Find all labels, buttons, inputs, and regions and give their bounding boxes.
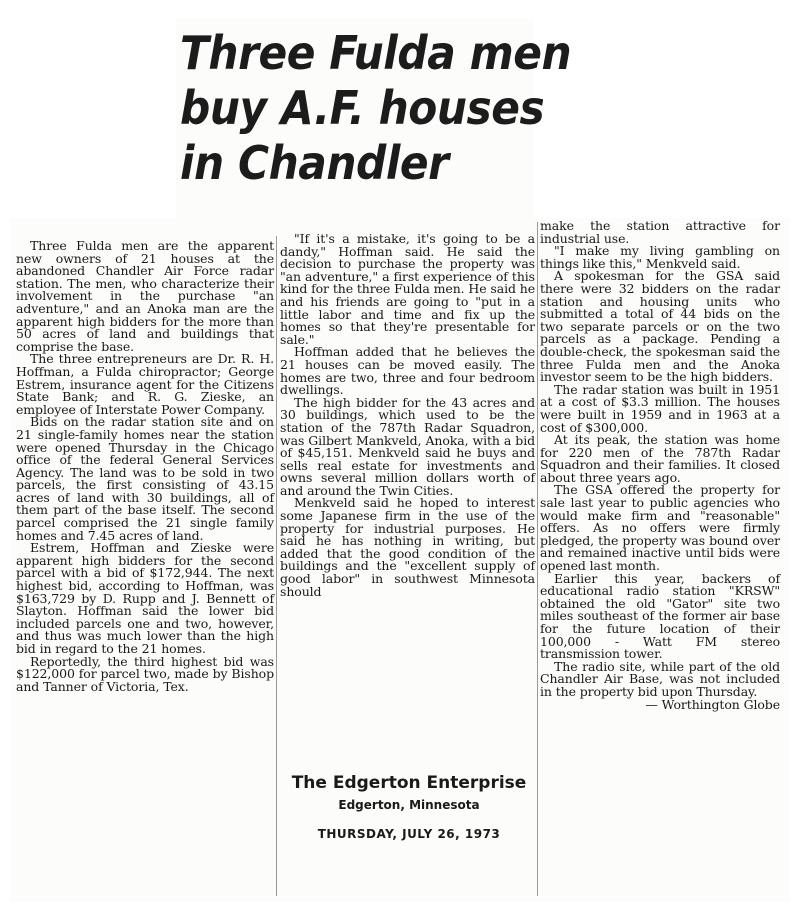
paragraph: Bids on the radar station site and on 21 single-family homes near the station were opened Thursday in the Chicago office of the federal General Services Agency. The land was to be sold in two parcels, the first consisting of 43.15 acres of land with 30 buildings, all of them part of the base itself. The second parcel comprised the 21 single family homes and 7.45 acres of land. bbox=[16, 414, 274, 543]
paragraph: Hoffman added that he believes the 21 houses can be moved easily. The homes are two, three and four bedroom dwellings. bbox=[280, 344, 535, 398]
paragraph: The high bidder for the 43 acres and 30 buildings, which used to be the station of the 787th Radar Squadron, was Gilbert Mankveld, Anoka, with a bid of $45,151. Menkveld said he buys and sells real estate for investments and owns several million dollars worth of and around the Twin Cities. bbox=[280, 394, 535, 498]
article-column-3 bbox=[540, 220, 780, 711]
paragraph: Reportedly, the third highest bid was $122,000 for parcel two, made by Bishop and Tanner of Victoria, Tex. bbox=[16, 653, 274, 694]
paragraph: Menkveld said he hoped to interest some Japanese firm in the use of the property for industrial purposes. He said he has nothing in writing, but added that the good condition of the buildings and the "excellent supply of good labor" in southwest Minnesota should bbox=[280, 495, 535, 599]
article-column-2 bbox=[280, 233, 535, 598]
paragraph: Estrem, Hoffman and Zieske were apparent high bidders for the second parcel with a bid of $172,944. The next highest bid, according to Hoffman, was $163,729 by D. Rupp and J. Bennett of Slayton. Hoffman said the lower bid included parcels one and two, however, and thus was much lower than the high bid in regard to the 21 homes. bbox=[16, 540, 274, 656]
paragraph: At its peak, the station was home for 220 men of the 787th Radar Squadron and their families. It closed about three years ago. bbox=[540, 432, 780, 485]
source-credit: — Worthington Globe bbox=[645, 696, 780, 712]
paragraph: make the station attractive for industrial use. bbox=[540, 218, 780, 246]
headline bbox=[180, 26, 572, 191]
paragraph: Three Fulda men are the apparent new owners of 21 houses at the abandoned Chandler Air Force radar station. The men, who characterize their involvement in the purchase "an adventure," and an Anoka man are the apparent high bidders for the more than 50 acres of land and buildings that comprise the base. bbox=[16, 238, 274, 354]
column-divider-1 bbox=[276, 236, 277, 896]
headline-line-1: Three Fulda men bbox=[180, 26, 572, 80]
column-divider-2 bbox=[537, 222, 538, 896]
paragraph: "I make my living gambling on things like this," Menkveld said. bbox=[540, 243, 780, 271]
paragraph: The radio site, while part of the old Chandler Air Base, was not included in the property bid upon Thursday. bbox=[540, 658, 780, 699]
paragraph: "If it's a mistake, it's going to be a dandy," Hoffman said. He said the decision to purchase the property was "an adventure," a first experience of this kind for the three Fulda men. He said he and his friends are going to "put in a little labor and time and fix up the homes so that they're presentable for sale." bbox=[280, 231, 535, 347]
publication-date: THURSDAY, JULY 26, 1973 bbox=[317, 827, 501, 841]
newspaper-masthead bbox=[283, 772, 535, 842]
paragraph: The three entrepreneurs are Dr. R. H. Hoffman, a Fulda chiropractor; George Estrem, insurance agent for the Citizens State Bank; and R. G. Zieske, an employee of Interstate Power Company. bbox=[16, 351, 274, 417]
headline-line-3: in Chandler bbox=[180, 136, 449, 190]
article-column-1 bbox=[16, 240, 274, 693]
paragraph: The radar station was built in 1951 at a cost of $3.3 million. The houses were built in 1959 and in 1963 at a cost of $300,000. bbox=[540, 381, 780, 435]
paragraph: The GSA offered the property for sale last year to public agencies who would make firm and "reasonable" offers. As no offers were firmly pledged, the property was bound over and remained inactive until bids were opened last month. bbox=[540, 482, 780, 574]
paragraph: Earlier this year, backers of educational radio station "KRSW" obtained the old "Gator" site two miles southeast of the former air base for the future location of their 100,000 - Watt FM stereo transmission tower. bbox=[540, 570, 780, 662]
paragraph: A spokesman for the GSA said there were 32 bidders on the radar station and housing units who submitted a total of 44 bids on the two separate parcels or on the two parcels as a package. Pending a double-check, the spokesman said the three Fulda men and the Anoka investor seem to be the high bidders. bbox=[540, 268, 780, 385]
headline-line-2: buy A.F. houses bbox=[180, 81, 545, 135]
newspaper-name: The Edgerton Enterprise bbox=[291, 773, 527, 793]
newspaper-location: Edgerton, Minnesota bbox=[338, 798, 480, 812]
